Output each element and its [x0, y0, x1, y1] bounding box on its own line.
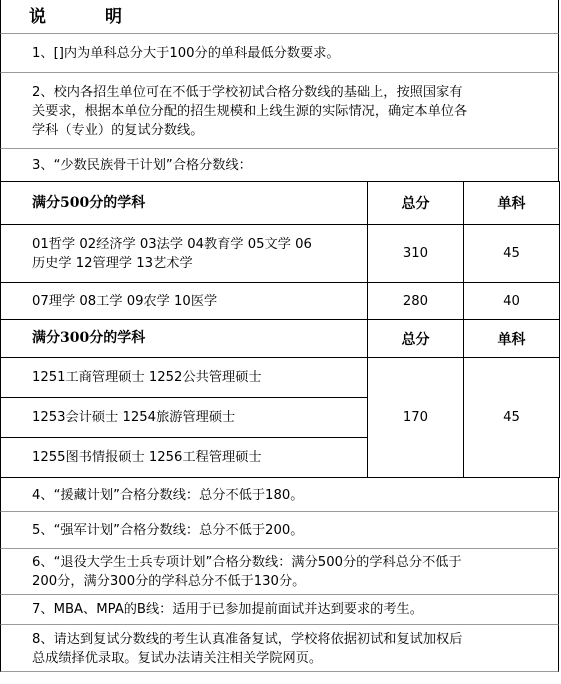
table-row-single: 45 [463, 224, 560, 283]
table-header-total-300: 总分 [367, 319, 464, 358]
table-header-subject-500: 满分500分的学科 [0, 181, 368, 225]
heading-char-2: 明 [105, 7, 123, 27]
table-row-single: 40 [463, 282, 560, 320]
heading-char-1: 说 [29, 7, 47, 27]
section-heading [0, 0, 559, 34]
table-row-subjects: 1255图书情报硕士 1256工程管理硕士 [0, 437, 368, 478]
table-row-subjects: 07理学 08工学 09农学 10医学 [0, 282, 368, 320]
table-header-total-500: 总分 [367, 181, 464, 225]
table-row-subjects: 1253会计硕士 1254旅游管理硕士 [0, 397, 368, 438]
table-row-total: 310 [367, 224, 464, 283]
table-header-subject-300: 满分300分的学科 [0, 319, 368, 358]
note-4: 4、“援藏计划”合格分数线：总分不低于180。 [0, 478, 559, 512]
table-merged-total: 170 [367, 357, 464, 478]
note-3: 3、“少数民族骨干计划”合格分数线： [0, 149, 559, 181]
note-1: 1、[]内为单科总分大于100分的单科最低分数要求。 [0, 34, 559, 73]
table-header-single-500: 单科 [463, 181, 560, 225]
table-row-subjects: 01哲学 02经济学 03法学 04教育学 05文学 06 历史学 12管理学 13艺术学 [0, 224, 368, 283]
table-row-total: 280 [367, 282, 464, 320]
note-8: 8、请达到复试分数线的考生认真准备复试，学校将依据初试和复试加权后 总成绩择优录取。复试办法请关注相关学院网页。 [0, 625, 559, 672]
note-5: 5、“强军计划”合格分数线：总分不低于200。 [0, 512, 559, 549]
table-merged-single: 45 [463, 357, 560, 478]
note-7: 7、MBA、MPA的B线：适用于已参加提前面试并达到要求的考生。 [0, 595, 559, 625]
note-2: 2、校内各招生单位可在不低于学校初试合格分数线的基础上，按照国家有 关要求，根据本单位分配的招生规模和上线生源的实际情况，确定本单位各 学科（专业）的复试分数线。 [0, 73, 559, 149]
note-6: 6、“退役大学生士兵专项计划”合格分数线：满分500分的学科总分不低于 200分，满分300分的学科总分不低于130分。 [0, 549, 559, 595]
table-row-subjects: 1251工商管理硕士 1252公共管理硕士 [0, 357, 368, 398]
table-header-single-300: 单科 [463, 319, 560, 358]
